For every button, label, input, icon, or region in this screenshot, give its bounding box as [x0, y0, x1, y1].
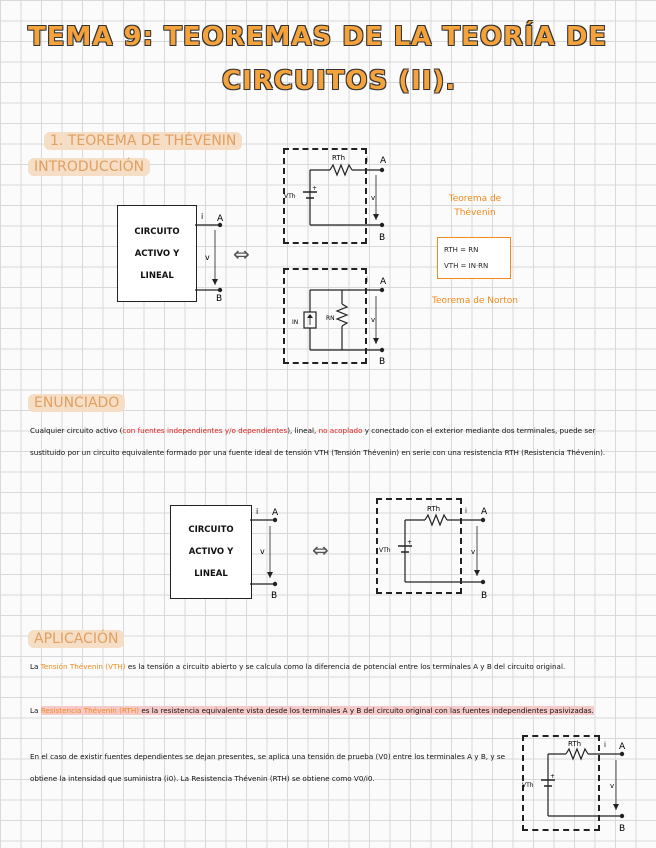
aplicacion-heading: APLICACIÓN — [28, 630, 124, 648]
label-i: i — [366, 156, 368, 164]
aplicacion-paragraph-3: En el caso de existir fuentes dependientes se dejan presentes, se aplica una tensión de prueba (V0) entre los terminales A y B, y se obtiene la intensidad que suministra (i0). La Resistencia Thévenin (RTH) se obtiene como V0/i0. — [30, 752, 506, 783]
thevenin-heading: 1. TEOREMA DE THÉVENIN — [44, 132, 242, 150]
label-B: B — [619, 824, 626, 834]
label-v: v — [610, 782, 615, 790]
label-B: B — [379, 357, 386, 367]
thevenin-circuit-intro — [284, 150, 390, 245]
note-thevenin: Teorema de Thévenin — [448, 194, 502, 218]
circuit-block-text-1: CIRCUITO — [134, 226, 180, 237]
enunciado-text-2: ), lineal, — [287, 426, 319, 435]
label-rn: RN — [326, 315, 335, 322]
label-v: v — [205, 253, 210, 262]
label-A: A — [380, 277, 387, 287]
note-norton: Teorema de Norton — [432, 296, 518, 306]
label-A: A — [272, 508, 279, 518]
label-v: v — [260, 547, 265, 556]
label-rth: RTh — [427, 505, 441, 513]
label-rth: RTh — [332, 154, 346, 162]
label-i: i — [366, 276, 368, 284]
enunciado-terminals — [250, 502, 290, 602]
label-i: i — [201, 212, 204, 221]
equivalence-arrow-enunciado: ⇔ — [312, 538, 329, 562]
formula-2: VTH = IN·RN — [444, 262, 489, 270]
label-A: A — [481, 507, 488, 517]
circuit-block-enunciado — [170, 505, 252, 599]
enunciado-paragraph — [30, 420, 628, 464]
aplicacion-paragraph-1 — [30, 656, 628, 678]
label-v: v — [371, 316, 376, 324]
enunciado-text-highlight-1: con fuentes independientes y/o dependientes — [122, 426, 288, 435]
label-i: i — [256, 507, 259, 516]
intro-terminals — [195, 205, 235, 305]
label-plus: + — [550, 773, 556, 780]
aplicacion-paragraph-2 — [30, 700, 628, 722]
thevenin-circuit-enunciado — [379, 502, 493, 602]
circuit-block-text-3: LINEAL — [140, 270, 174, 281]
thevenin-circuit-aplicacion — [522, 738, 636, 838]
page-title-line2: CIRCUITOS (II). — [222, 66, 457, 96]
label-A: A — [380, 156, 387, 166]
aplicacion-text-2b: Resistencia Thévenin (RTH) — [40, 706, 140, 715]
label-v: v — [471, 548, 476, 556]
label-v: v — [371, 194, 376, 202]
label-vth: VTh — [379, 547, 391, 554]
label-vth: VTh — [522, 782, 534, 789]
introduccion-heading: INTRODUCCIÓN — [28, 158, 150, 176]
enunciado-text-highlight-2: no acoplado — [318, 426, 363, 435]
page-title-line1: TEMA 9: TEOREMAS DE LA TEORÍA DE — [28, 22, 608, 52]
aplicacion-text-1a: La — [30, 662, 41, 671]
circuit-block-text-1: CIRCUITO — [188, 525, 234, 535]
circuit-block-text-2: ACTIVO Y — [188, 547, 234, 557]
formula-box — [437, 237, 511, 279]
label-A: A — [217, 214, 224, 224]
label-plus: + — [312, 185, 318, 192]
circuit-block-text-2: ACTIVO Y — [134, 248, 180, 259]
aplicacion-text-1b: Tensión Thévenin (VTH) — [40, 662, 126, 671]
enunciado-heading: ENUNCIADO — [28, 394, 125, 412]
aplicacion-text-2c: es la resistencia equivalente vista desde los terminales A y B del circuito original con las fuentes independientes pasivizadas. — [139, 706, 594, 715]
label-plus: + — [407, 539, 413, 546]
label-i: i — [604, 741, 606, 749]
label-B: B — [481, 591, 488, 601]
aplicacion-text-2a: La — [30, 706, 41, 715]
norton-circuit-intro — [290, 272, 390, 367]
enunciado-text-1: Cualquier circuito activo ( — [30, 426, 123, 435]
label-B: B — [379, 233, 386, 243]
label-B: B — [216, 294, 223, 304]
label-rth: RTh — [568, 740, 582, 748]
circuit-block-intro — [117, 205, 197, 302]
equivalence-arrow-intro: ⇔ — [233, 242, 250, 266]
label-B: B — [271, 591, 278, 601]
enunciado-text-3: y conectado con el exterior mediante dos terminales, puede ser sustituido por un circuito equivalente formado por una fuente ideal de tensión VTH (Tensión Thévenin) en serie con una resistencia RTH (Resistencia Thévenin). — [30, 426, 606, 457]
circuit-block-text-3: LINEAL — [194, 569, 228, 579]
label-in: IN — [292, 319, 299, 326]
aplicacion-text-1c: es la tensión a circuito abierto y se calcula como la diferencia de potencial entre los terminales A y B del circuito original. — [125, 662, 566, 671]
label-vth: VTh — [284, 193, 296, 200]
formula-1: RTH = RN — [444, 246, 479, 254]
label-i: i — [465, 507, 467, 515]
label-A: A — [619, 742, 626, 752]
